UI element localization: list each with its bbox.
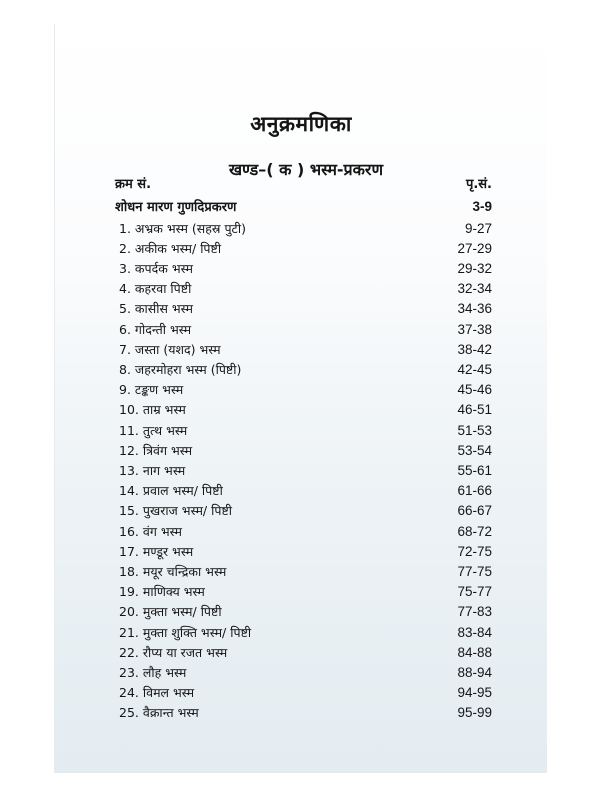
entry-pages: 45-46 (457, 382, 492, 398)
entry-number: 8. (119, 361, 131, 377)
toc-entry (115, 279, 492, 299)
toc-entry (115, 703, 492, 723)
entry-name: मण्डूर भस्म (142, 543, 194, 559)
entry-number: 19. (119, 584, 139, 600)
entry-name: टङ्कण भस्म (134, 382, 184, 398)
section-row (115, 196, 492, 216)
entry-title (115, 523, 182, 540)
toc-entry (115, 582, 492, 602)
entry-title (115, 684, 194, 701)
section-subtitle: खण्ड–( क ) भस्म-प्रकरण (228, 160, 384, 179)
entry-number: 21. (119, 624, 139, 640)
entry-title (115, 543, 193, 560)
toc-entry (115, 218, 492, 238)
entry-number: 1. (119, 220, 131, 236)
entry-number: 9. (119, 382, 131, 398)
entry-pages: 42-45 (457, 361, 492, 377)
entry-number: 16. (119, 523, 139, 539)
entry-pages: 61-66 (457, 483, 492, 499)
entry-name: प्रवाल भस्म/ पिष्टी (142, 483, 223, 499)
toc-entry (115, 662, 492, 682)
entry-number: 3. (119, 260, 131, 276)
section-label: शोधन मारण गुणदिप्रकरण (115, 200, 237, 215)
entry-name: जहरमोहरा भस्म (पिष्टी) (134, 361, 242, 377)
entry-number: 13. (119, 462, 139, 478)
entry-pages: 29-32 (457, 260, 492, 276)
entry-pages: 84-88 (457, 644, 492, 660)
column-header-row (115, 173, 492, 193)
entry-number: 2. (119, 240, 131, 256)
entry-title (115, 462, 185, 479)
entry-name: गोदन्ती भस्म (134, 321, 192, 337)
entry-number: 25. (119, 705, 139, 721)
column-header-serial: क्रम सं. (115, 177, 152, 192)
entry-title (115, 482, 223, 499)
entry-title (115, 583, 205, 600)
toc-entry (115, 460, 492, 480)
entry-name: अकीक भस्म/ पिष्टी (134, 240, 222, 256)
entry-title (115, 260, 193, 277)
entry-title (115, 644, 227, 661)
scanned-page (54, 24, 547, 773)
entry-name: रौप्य या रजत भस्म (142, 644, 228, 660)
entry-title (115, 381, 183, 398)
entry-pages: 38-42 (457, 341, 492, 357)
toc-entry (115, 642, 492, 662)
entry-pages: 75-77 (457, 584, 492, 600)
entry-pages: 94-95 (457, 685, 492, 701)
entry-number: 7. (119, 341, 131, 357)
entry-name: जस्ता (यशद) भस्म (134, 341, 221, 357)
entry-number: 4. (119, 281, 131, 297)
toc-entry (115, 380, 492, 400)
entry-name: मुक्ता भस्म/ पिष्टी (142, 604, 222, 620)
toc-entry (115, 481, 492, 501)
entry-title (115, 341, 221, 358)
toc-entry (115, 541, 492, 561)
entry-pages: 37-38 (457, 321, 492, 337)
entry-name: ताम्र भस्म (142, 402, 186, 418)
entry-name: वैक्रान्त भस्म (142, 705, 199, 721)
column-header-page: पृ.सं. (465, 177, 492, 192)
entry-title (115, 603, 222, 620)
toc-entry (115, 622, 492, 642)
entry-name: माणिक्य भस्म (142, 584, 205, 600)
toc-entry (115, 440, 492, 460)
entry-name: कहरवा पिष्टी (134, 281, 192, 297)
entry-name: त्रिवंग भस्म (142, 442, 193, 458)
entry-number: 15. (119, 503, 139, 519)
entry-title (115, 563, 226, 580)
entry-pages: 53-54 (457, 442, 492, 458)
toc-entry (115, 501, 492, 521)
entry-number: 14. (119, 483, 139, 499)
entry-name: विमल भस्म (142, 685, 195, 701)
toc-entry (115, 521, 492, 541)
entry-number: 24. (119, 685, 139, 701)
entry-title (115, 240, 221, 257)
entry-name: नाग भस्म (142, 462, 186, 478)
entry-name: मुक्ता शुक्ति भस्म/ पिष्टी (142, 624, 252, 640)
entry-title (115, 280, 191, 297)
entry-title (115, 361, 241, 378)
entry-pages: 27-29 (457, 240, 492, 256)
page-title: अनुक्रमणिका (250, 112, 352, 136)
entry-name: कासीस भस्म (134, 301, 193, 317)
toc-entry (115, 238, 492, 258)
entry-pages: 77-75 (457, 563, 492, 579)
entry-title (115, 401, 186, 418)
entry-pages: 77-83 (457, 604, 492, 620)
entry-number: 12. (119, 442, 139, 458)
entry-pages: 66-67 (457, 503, 492, 519)
toc-entry (115, 420, 492, 440)
entry-name: पुखराज भस्म/ पिष्टी (142, 503, 232, 519)
entry-pages: 88-94 (457, 664, 492, 680)
toc-entry (115, 683, 492, 703)
entry-title (115, 422, 187, 439)
entry-pages: 72-75 (457, 543, 492, 559)
entry-name: वंग भस्म (142, 523, 182, 539)
toc-entry (115, 339, 492, 359)
entry-title (115, 300, 193, 317)
entry-number: 11. (119, 422, 139, 438)
entry-pages: 46-51 (457, 402, 492, 418)
toc-entry (115, 258, 492, 278)
entry-name: लौह भस्म (142, 664, 187, 680)
entry-pages: 51-53 (457, 422, 492, 438)
entry-pages: 95-99 (457, 705, 492, 721)
entry-title (115, 704, 199, 721)
entry-number: 18. (119, 563, 139, 579)
toc-entry (115, 561, 492, 581)
entry-name: मयूर चन्द्रिका भस्म (142, 563, 227, 579)
entry-name: अभ्रक भस्म (सहस्र पुटी) (134, 220, 246, 236)
entry-pages: 32-34 (457, 281, 492, 297)
entry-number: 23. (119, 664, 139, 680)
toc-entry (115, 400, 492, 420)
entry-number: 6. (119, 321, 131, 337)
entry-number: 20. (119, 604, 139, 620)
entry-number: 17. (119, 543, 139, 559)
entry-number: 22. (119, 644, 139, 660)
entry-title (115, 220, 246, 237)
toc-entry (115, 602, 492, 622)
entry-title (115, 664, 186, 681)
section-pages: 3-9 (472, 198, 492, 214)
entry-title (115, 442, 192, 459)
entry-title (115, 321, 191, 338)
entry-name: कपर्दक भस्म (134, 260, 193, 276)
toc-entry (115, 299, 492, 319)
entry-number: 10. (119, 402, 139, 418)
toc-entry (115, 359, 492, 379)
entry-pages: 83-84 (457, 624, 492, 640)
entry-pages: 55-61 (457, 462, 492, 478)
entry-pages: 34-36 (457, 301, 492, 317)
entry-pages: 9-27 (464, 220, 492, 236)
entry-name: तुत्थ भस्म (142, 422, 188, 438)
entry-title (115, 624, 251, 641)
entry-title (115, 502, 232, 519)
entry-pages: 68-72 (457, 523, 492, 539)
toc-entry (115, 319, 492, 339)
entry-number: 5. (119, 301, 131, 317)
